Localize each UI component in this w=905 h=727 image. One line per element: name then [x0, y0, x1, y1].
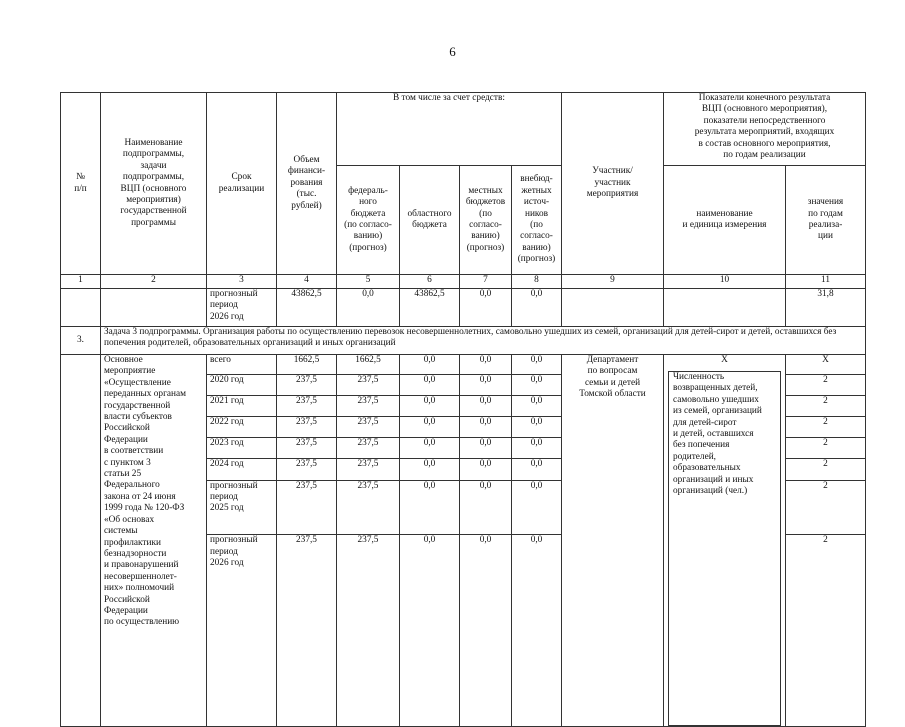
header-num: № п/п	[61, 93, 101, 275]
regional-cell: 0,0	[400, 535, 460, 727]
value-cell: 2	[786, 417, 866, 438]
column-number: 1	[61, 275, 101, 289]
column-number: 8	[512, 275, 562, 289]
column-number: 5	[337, 275, 400, 289]
extra-cell: 0,0	[512, 396, 562, 417]
period-cell: прогнозный период 2026 год	[207, 535, 277, 727]
column-number: 3	[207, 275, 277, 289]
total-cell: 43862,5	[277, 289, 337, 327]
header-funding-group: В том числе за счет средств:	[337, 93, 562, 166]
federal-cell: 237,5	[337, 396, 400, 417]
federal-cell: 237,5	[337, 480, 400, 535]
regional-cell: 0,0	[400, 396, 460, 417]
total-cell: 237,5	[277, 535, 337, 727]
total-cell: 1662,5	[277, 355, 337, 375]
header-indicator-values: значения по годам реализа- ции	[786, 166, 866, 275]
page-number: 6	[449, 44, 456, 59]
federal-cell: 237,5	[337, 535, 400, 727]
total-cell: 237,5	[277, 438, 337, 459]
federal-cell: 237,5	[337, 438, 400, 459]
local-cell: 0,0	[460, 289, 512, 327]
total-cell: 237,5	[277, 459, 337, 480]
period-cell: 2021 год	[207, 396, 277, 417]
federal-cell: 237,5	[337, 374, 400, 395]
extra-cell: 0,0	[512, 417, 562, 438]
local-cell: 0,0	[460, 396, 512, 417]
header-extra: внебюд- жетных источ- ников (по согласо- ванию) (прогноз)	[512, 166, 562, 275]
value-cell: 2	[786, 480, 866, 535]
participant-cell: Департамент по вопросам семьи и детей Томской области	[562, 355, 664, 727]
header-period: Срок реализации	[207, 93, 277, 275]
header-name: Наименование подпрограммы, задачи подпрограммы, ВЦП (основного мероприятия) государственной программы	[101, 93, 207, 275]
extra-cell: 0,0	[512, 355, 562, 375]
header-indicator-name: наименование и единица измерения	[664, 166, 786, 275]
extra-cell: 0,0	[512, 438, 562, 459]
period-cell: прогнозный период 2026 год	[207, 289, 277, 327]
header-indicators-group: Показатели конечного результата ВЦП (основного мероприятия), показатели непосредственного результата мероприятий, входящих в состав основного мероприятия, по годам реализации	[664, 93, 866, 166]
column-number: 11	[786, 275, 866, 289]
period-cell: 2023 год	[207, 438, 277, 459]
column-number-row	[61, 275, 866, 289]
local-cell: 0,0	[460, 480, 512, 535]
federal-cell: 237,5	[337, 417, 400, 438]
task-row	[61, 327, 866, 355]
regional-cell: 0,0	[400, 355, 460, 375]
total-cell: 237,5	[277, 480, 337, 535]
column-number: 10	[664, 275, 786, 289]
value-cell: 2	[786, 535, 866, 727]
extra-cell: 0,0	[512, 535, 562, 727]
column-number: 4	[277, 275, 337, 289]
period-cell: всего	[207, 355, 277, 375]
regional-cell: 0,0	[400, 438, 460, 459]
federal-cell: 1662,5	[337, 355, 400, 375]
period-cell: 2024 год	[207, 459, 277, 480]
federal-cell: 0,0	[337, 289, 400, 327]
local-cell: 0,0	[460, 417, 512, 438]
value-cell: 2	[786, 374, 866, 395]
column-number: 2	[101, 275, 207, 289]
federal-cell: 237,5	[337, 459, 400, 480]
total-cell: 237,5	[277, 396, 337, 417]
task-number: 3.	[61, 327, 101, 355]
extra-cell: 0,0	[512, 289, 562, 327]
period-cell: прогнозный период 2025 год	[207, 480, 277, 535]
total-cell: 237,5	[277, 417, 337, 438]
task-title: Задача 3 подпрограммы. Организация работы по осуществлению перевозок несовершеннолетних, самовольно ушедших из семей, организаций для детей-сирот и детей, оставшихся без попечения родителей, образовательных организаций и иных организаций	[101, 327, 866, 355]
local-cell: 0,0	[460, 438, 512, 459]
local-cell: 0,0	[460, 459, 512, 480]
value-cell: 2	[786, 459, 866, 480]
program-table	[60, 92, 866, 727]
local-cell: 0,0	[460, 355, 512, 375]
extra-cell: 0,0	[512, 374, 562, 395]
period-cell: 2022 год	[207, 417, 277, 438]
period-cell: 2020 год	[207, 374, 277, 395]
header-regional: областного бюджета	[400, 166, 460, 275]
total-cell: 237,5	[277, 374, 337, 395]
measure-name: Основное мероприятие «Осуществление переданных органам государственной власти субъектов Российской Федерации в соответствии с пунктом 3 статьи 25 Федерального закона от 24 июня 1999 года № 120-ФЗ «Об основах системы профилактики безнадзорности и правонарушений несовершеннолет- них» полномочий Российской Федерации по осуществлению	[101, 355, 207, 727]
header-participant: Участник/ участник мероприятия	[562, 93, 664, 275]
regional-cell: 0,0	[400, 459, 460, 480]
local-cell: 0,0	[460, 374, 512, 395]
table-row	[61, 289, 866, 327]
header-federal: федераль- ного бюджета (по согласо- ванию) (прогноз)	[337, 166, 400, 275]
extra-cell: 0,0	[512, 459, 562, 480]
value-cell: 2	[786, 396, 866, 417]
local-cell: 0,0	[460, 535, 512, 727]
value-cell: Х	[786, 355, 866, 375]
regional-cell: 0,0	[400, 480, 460, 535]
indicator-label: Численность возвращенных детей, самовольно ушедших из семей, организаций для детей-сирот и детей, оставшихся без попечения родителей, образовательных организаций и иных организаций (чел.)	[668, 371, 781, 726]
header-local: местных бюджетов (по согласо- ванию) (прогноз)	[460, 166, 512, 275]
regional-cell: 0,0	[400, 374, 460, 395]
table-row	[61, 355, 866, 375]
header-row-1	[61, 93, 866, 166]
regional-cell: 0,0	[400, 417, 460, 438]
column-number: 7	[460, 275, 512, 289]
value-cell: 2	[786, 438, 866, 459]
indicator-cell	[664, 355, 786, 727]
regional-cell: 43862,5	[400, 289, 460, 327]
extra-cell: 0,0	[512, 480, 562, 535]
value-cell: 31,8	[786, 289, 866, 327]
column-number: 9	[562, 275, 664, 289]
header-total: Объем финанси- рования (тыс. рублей)	[277, 93, 337, 275]
indicator-x: Х	[721, 355, 728, 365]
column-number: 6	[400, 275, 460, 289]
